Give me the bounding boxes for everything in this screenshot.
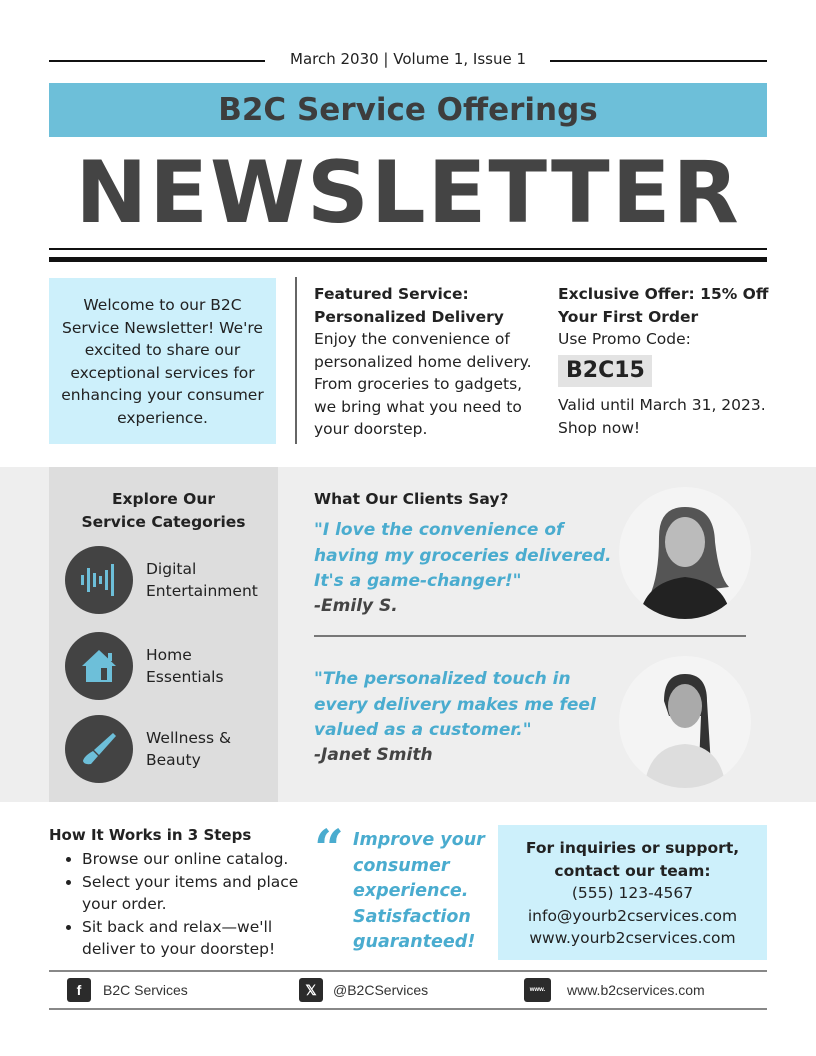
category-label: Beauty [146,751,201,769]
testimonial-author: -Janet Smith [314,744,433,765]
contact-phone[interactable]: (555) 123-4567 [571,884,694,902]
promo-code: B2C15 [558,355,652,387]
testimonial-author: -Emily S. [314,595,398,616]
testimonial-divider [314,635,746,637]
title-rule-thick [49,257,767,262]
contact-email[interactable]: info@yourb2cservices.com [527,906,738,925]
x-icon: 𝕏 [299,978,323,1002]
testimonial [314,518,614,616]
category-wellness-beauty[interactable] [65,715,231,783]
website-label: www.b2cservices.com [567,982,705,998]
house-icon [65,632,133,700]
offer-validity [558,394,773,439]
step-item: • Select your items and place your order. [82,871,309,916]
page-title: NEWSLETTER [75,143,741,243]
footer-website[interactable] [524,978,705,1002]
client-photo-emily [619,487,751,619]
footer-rule-top [49,970,767,972]
category-label: Wellness & [146,729,232,747]
category-label: Essentials [146,668,224,686]
quote-mark-icon: “ [314,819,344,880]
offer-heading-1: Exclusive Offer: 15% Off [558,285,769,303]
featured-heading-2: Personalized Delivery [314,307,504,326]
steps-heading: How It Works in 3 Steps [49,826,252,844]
exclusive-offer [558,283,773,351]
facebook-icon: f [67,978,91,1002]
offer-cta[interactable]: Shop now! [558,418,641,437]
offer-heading-2: Your First Order [558,307,699,326]
pull-quote: Improve your consumer experience. Satisfaction guaranteed! [353,830,485,952]
sound-wave-icon [65,546,133,614]
column-divider [295,277,297,444]
testimonial-quote: "The personalized touch in every delivery makes me feel valued as a customer." [314,669,596,740]
featured-body: Enjoy the convenience of personalized home delivery. From groceries to gadgets, we bring what you need to your doorstep. [314,330,532,438]
featured-heading-1: Featured Service: [314,285,469,303]
steps-list [49,848,309,961]
welcome-box: Welcome to our B2C Service Newsletter! We're excited to share our exceptional services for enhancing your consumer experience. [49,278,276,444]
contact-web[interactable]: www.yourb2cservices.com [529,929,736,947]
categories-heading: Explore Our Service Categories [81,490,246,531]
contact-box [498,825,767,960]
step-item: • Sit back and relax—we'll deliver to your doorstep! [82,916,309,961]
facebook-label: B2C Services [103,982,188,998]
category-label: Entertainment [146,582,258,600]
category-home-essentials[interactable] [65,632,224,700]
testimonial-quote: "I love the convenience of having my groceries delivered. It's a game-changer!" [314,520,612,591]
category-label: Digital [146,560,197,578]
makeup-brush-icon [65,715,133,783]
category-label: Home [146,646,192,664]
footer-facebook[interactable] [67,978,188,1002]
footer-x[interactable] [299,978,428,1002]
title-rule-thin [49,248,767,250]
client-photo-janet [619,656,751,788]
footer-rule-bottom [49,1008,767,1010]
testimonials-heading: What Our Clients Say? [314,490,509,508]
offer-label: Use Promo Code: [558,330,691,348]
category-digital-entertainment[interactable] [65,546,258,614]
x-handle: @B2CServices [333,982,429,998]
www-icon: www. [524,978,551,1002]
featured-service [314,283,549,441]
testimonial [314,667,614,765]
date-issue: March 2030 | Volume 1, Issue 1 [290,50,526,68]
step-item: • Browse our online catalog. [82,848,309,871]
offer-valid: Valid until March 31, 2023. [558,396,766,414]
contact-heading: For inquiries or support, contact our team: [525,839,740,880]
band-title: B2C Service Offerings [49,83,767,137]
